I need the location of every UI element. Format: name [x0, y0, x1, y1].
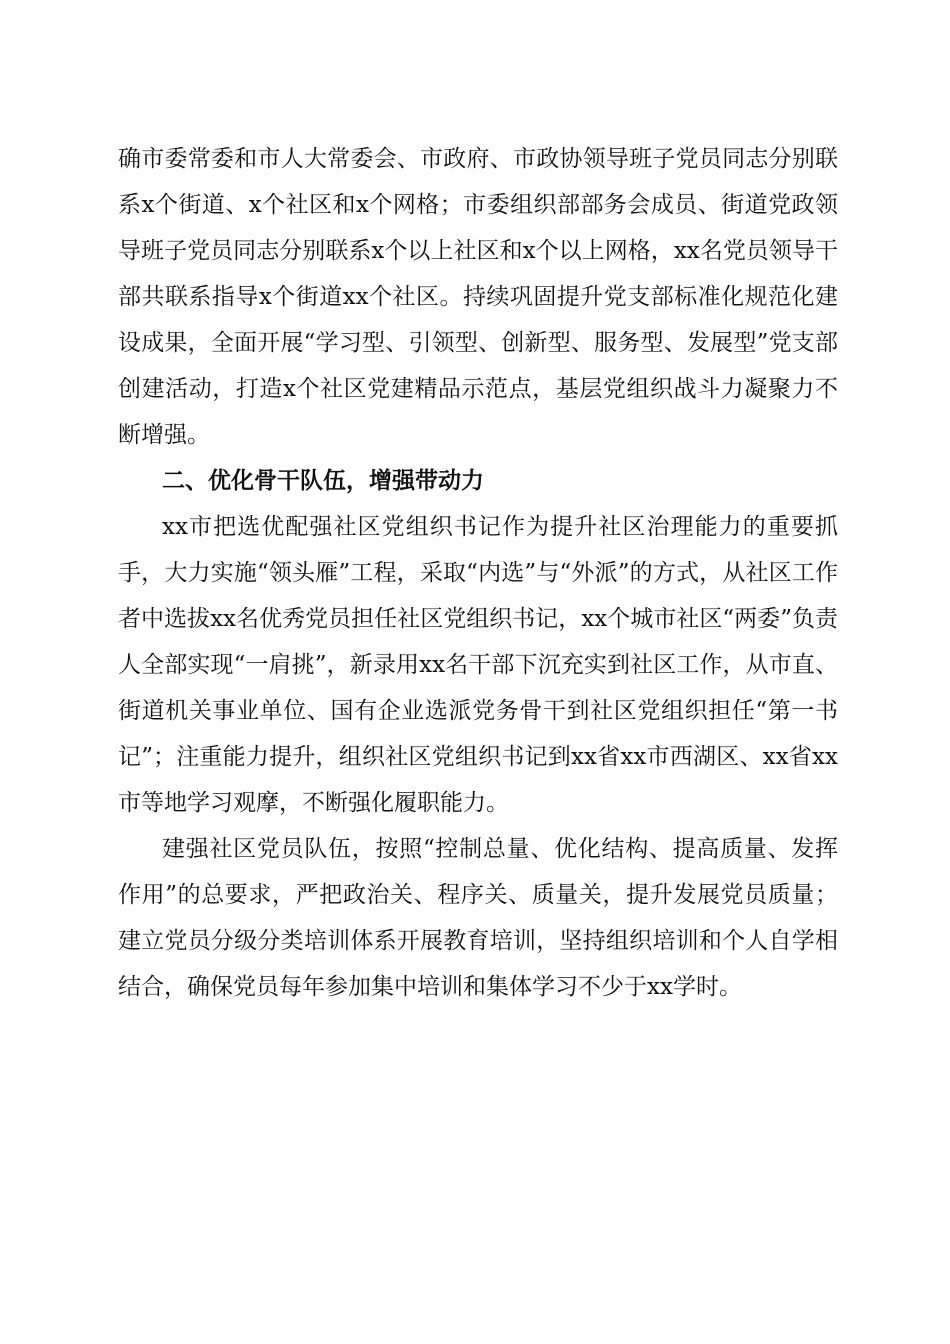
paragraph-continuation: 确市委常委和市人大常委会、市政府、市政协领导班子党员同志分别联系x个街道、x个社区和x个网格；市委组织部部务会成员、街道党政领导班子党员同志分别联系x个以上社区和x个以上网格，xx名党员领导干部共联系指导x个街道xx个社区。持续巩固提升党支部标准化规范化建设成果，全面开展“学习型、引领型、创新型、服务型、发展型”党支部创建活动，打造x个社区党建精品示范点，基层党组织战斗力凝聚力不断增强。	[118, 146, 838, 448]
section-heading: 二、优化骨干队伍，增强带动力	[162, 468, 484, 494]
paragraph-secretary-selection: xx市把选优配强社区党组织书记作为提升社区治理能力的重要抓手，大力实施“领头雁”工程，采取“内选”与“外派”的方式，从社区工作者中选拔xx名优秀党员担任社区党组织书记，xx个城市社区“两委”负责人全部实现“一肩挑”，新录用xx名干部下沉充实到社区工作，从市直、街道机关事业单位、国有企业选派党务骨干到社区党组织担任“第一书记”；注重能力提升，组织社区党组织书记到xx省xx市西湖区、xx省xx市等地学习观摩，不断强化履职能力。	[118, 514, 838, 816]
document-body	[118, 136, 838, 1010]
paragraph-member-training: 建强社区党员队伍，按照“控制总量、优化结构、提高质量、发挥作用”的总要求，严把政治关、程序关、质量关，提升发展党员质量；建立党员分级分类培训体系开展教育培训，坚持组织培训和个人自学相结合，确保党员每年参加集中培训和集体学习不少于xx学时。	[118, 836, 838, 1000]
